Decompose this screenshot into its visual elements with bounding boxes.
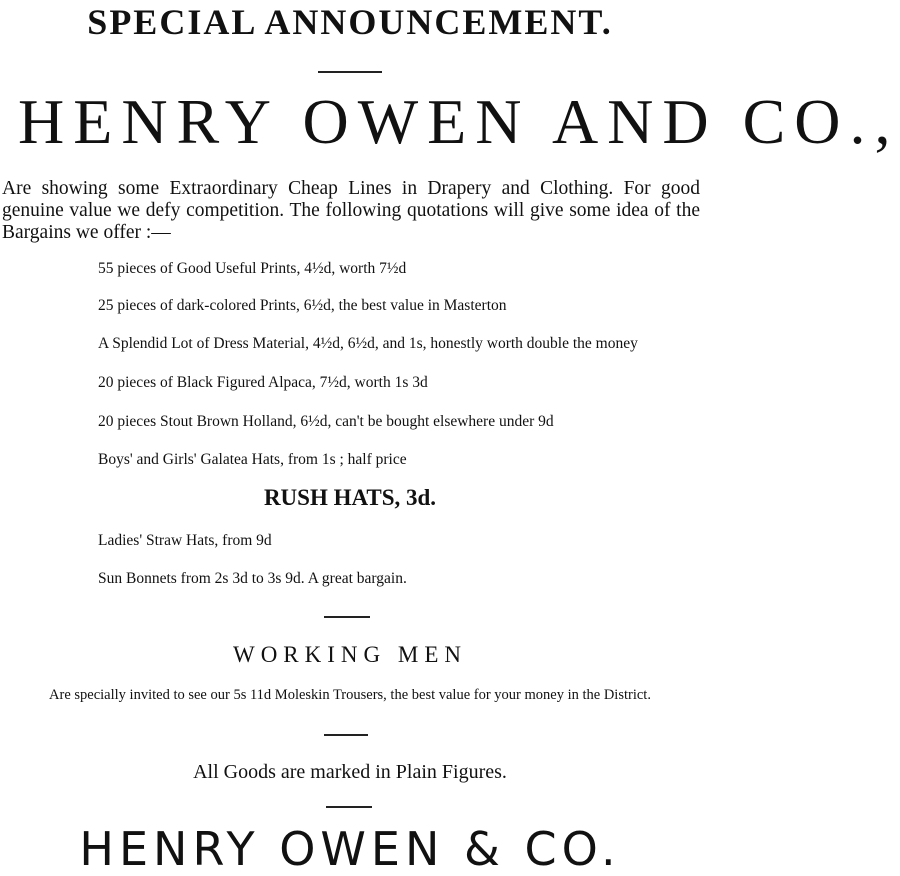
working-men-text: Are specially invited to see our 5s 11d Moleskin Trousers, the best value for your money in the District.	[49, 687, 651, 703]
divider-rule	[318, 71, 382, 73]
list-item: 55 pieces of Good Useful Prints, 4½d, worth 7½d	[98, 260, 407, 277]
list-item: Sun Bonnets from 2s 3d to 3s 9d. A great bargain.	[98, 570, 407, 587]
list-item: 20 pieces Stout Brown Holland, 6½d, can't be bought elsewhere under 9d	[98, 413, 554, 430]
list-item: Ladies' Straw Hats, from 9d	[98, 532, 272, 549]
headline: SPECIAL ANNOUNCEMENT.	[87, 2, 613, 42]
divider-rule	[324, 734, 368, 736]
divider-rule	[324, 616, 370, 618]
plain-figures-text: All Goods are marked in Plain Figures.	[193, 761, 507, 783]
divider-rule	[326, 806, 372, 808]
rush-hats-heading: RUSH HATS, 3d.	[263, 485, 437, 510]
list-item: 20 pieces of Black Figured Alpaca, 7½d, worth 1s 3d	[98, 374, 428, 391]
firm-name-heading: HENRY OWEN AND CO.,	[18, 86, 900, 157]
working-men-heading: WORKING MEN	[232, 642, 467, 667]
intro-paragraph: Are showing some Extraordinary Cheap Lines in Drapery and Clothing. For good genuine value we defy competition. The following quotations will give some idea of the Bargains we offer :—	[2, 178, 700, 243]
list-item: 25 pieces of dark-colored Prints, 6½d, the best value in Masterton	[98, 297, 507, 314]
list-item: A Splendid Lot of Dress Material, 4½d, 6½d, and 1s, honestly worth double the money	[98, 335, 638, 352]
footer-firm-name: HENRY OWEN & CO.	[79, 822, 621, 876]
list-item: Boys' and Girls' Galatea Hats, from 1s ; half price	[98, 451, 407, 468]
